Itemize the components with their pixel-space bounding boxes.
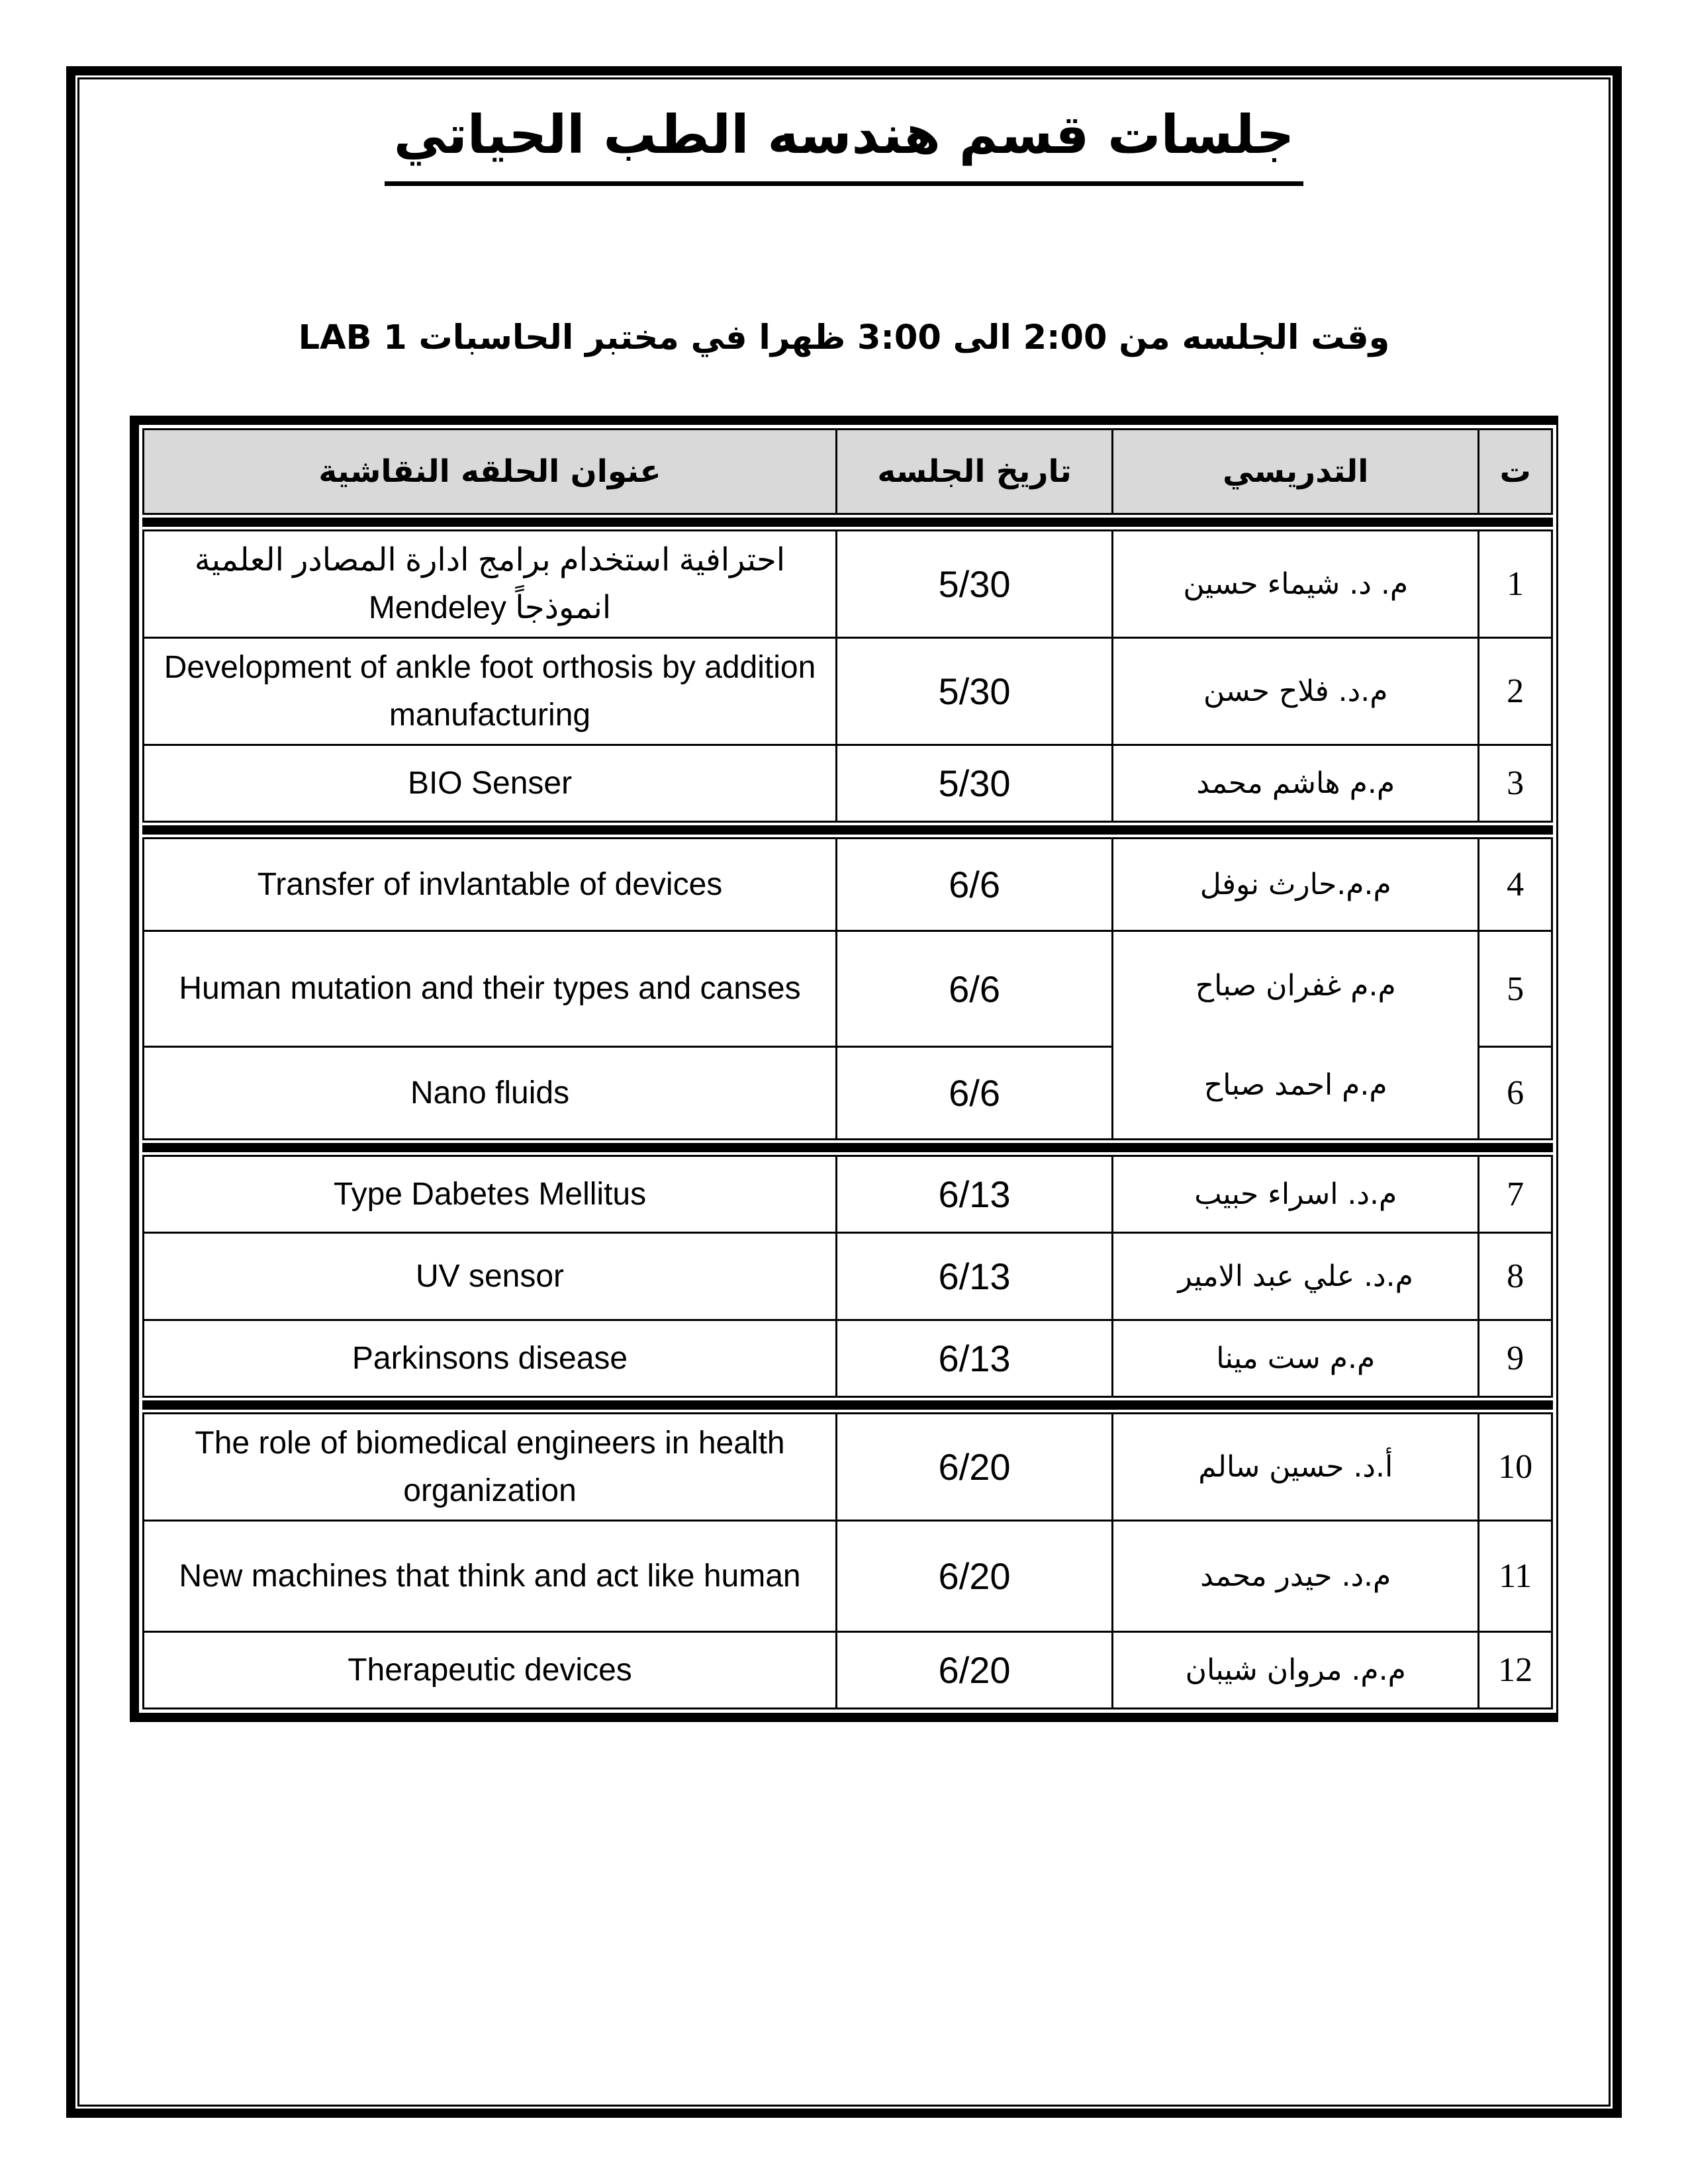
row-number-cell: 5 (1479, 931, 1552, 1047)
title-area (79, 102, 1609, 186)
topic-cell: UV sensor (144, 1233, 837, 1320)
table-group-1 (142, 529, 1553, 823)
group-separator (142, 1143, 1553, 1152)
row-number-cell: 11 (1479, 1521, 1552, 1632)
table-row (144, 1414, 1552, 1521)
row-number-cell: 12 (1479, 1632, 1552, 1709)
group-separator (142, 1400, 1553, 1410)
topic-cell: Therapeutic devices (144, 1632, 837, 1709)
session-time-subtitle: وقت الجلسه من 2:00 الى 3:00 ظهرا في مختبر الحاسبات LAB 1 (298, 318, 1390, 357)
sessions-table (130, 416, 1558, 1722)
page-title: جلسات قسم هندسه الطب الحياتي (385, 102, 1303, 186)
header-cell-teacher: التدريسي (1113, 430, 1479, 514)
date-cell: 5/30 (837, 531, 1113, 638)
table-row (144, 1320, 1552, 1397)
table-row (144, 745, 1552, 822)
table-row (144, 1233, 1552, 1320)
topic-cell: احترافية استخدام برامج ادارة المصادر العلمية انموذجاً Mendeley (144, 531, 837, 638)
teacher-cell: م.م هاشم محمد (1113, 745, 1479, 822)
table-row (144, 1156, 1552, 1233)
teacher-name: م.م غفران صباح (1195, 968, 1396, 1003)
teacher-cell: م.م. مروان شيبان (1113, 1632, 1479, 1709)
table-row (144, 638, 1552, 745)
date-cell: 6/20 (837, 1521, 1113, 1632)
row-number-cell: 10 (1479, 1414, 1552, 1521)
teacher-cell-merged (1113, 931, 1479, 1140)
table-row (144, 931, 1552, 1047)
topic-cell: The role of biomedical engineers in health organization (144, 1414, 837, 1521)
topic-cell: Type Dabetes Mellitus (144, 1156, 837, 1233)
table-header-section (142, 428, 1553, 515)
topic-cell: Transfer of invlantable of devices (144, 839, 837, 931)
row-number-cell: 4 (1479, 839, 1552, 931)
table-row (144, 1632, 1552, 1709)
page-border (66, 66, 1622, 2118)
topic-cell: Human mutation and their types and canses (144, 931, 837, 1047)
header-row (144, 430, 1552, 514)
teacher-name: م.م احمد صباح (1203, 1068, 1387, 1102)
teacher-cell: م.م.حارث نوفل (1113, 839, 1479, 931)
table-group-4 (142, 1412, 1553, 1709)
row-number-cell: 7 (1479, 1156, 1552, 1233)
teacher-cell: أ.د. حسين سالم (1113, 1414, 1479, 1521)
header-cell-no: ت (1479, 430, 1552, 514)
teacher-cell: م.د. علي عبد الامير (1113, 1233, 1479, 1320)
table-row (144, 839, 1552, 931)
teacher-cell: م. د. شيماء حسين (1113, 531, 1479, 638)
table-row (144, 531, 1552, 638)
date-cell: 6/13 (837, 1156, 1113, 1233)
group-separator (142, 518, 1553, 527)
teacher-cell: م.م ست مينا (1113, 1320, 1479, 1397)
row-number-cell: 2 (1479, 638, 1552, 745)
row-number-cell: 8 (1479, 1233, 1552, 1320)
row-number-cell: 9 (1479, 1320, 1552, 1397)
date-cell: 6/13 (837, 1233, 1113, 1320)
date-cell: 6/6 (837, 931, 1113, 1047)
row-number-cell: 3 (1479, 745, 1552, 822)
topic-cell: Development of ankle foot orthosis by addition manufacturing (144, 638, 837, 745)
page-border-inner-line (77, 77, 1611, 2107)
group-separator (142, 825, 1553, 835)
topic-cell: Nano fluids (144, 1047, 837, 1140)
teacher-cell: م.د. حيدر محمد (1113, 1521, 1479, 1632)
topic-cell: Parkinsons disease (144, 1320, 837, 1397)
date-cell: 5/30 (837, 745, 1113, 822)
teacher-cell: م.د. فلاح حسن (1113, 638, 1479, 745)
date-cell: 6/20 (837, 1632, 1113, 1709)
date-cell: 6/20 (837, 1414, 1113, 1521)
date-cell: 6/6 (837, 839, 1113, 931)
topic-cell: BIO Senser (144, 745, 837, 822)
topic-cell: New machines that think and act like human (144, 1521, 837, 1632)
date-cell: 6/6 (837, 1047, 1113, 1140)
table-row (144, 1521, 1552, 1632)
table-group-2 (142, 837, 1553, 1140)
table-group-3 (142, 1155, 1553, 1398)
row-number-cell: 1 (1479, 531, 1552, 638)
row-number-cell: 6 (1479, 1047, 1552, 1140)
header-cell-date: تاريخ الجلسه (837, 430, 1113, 514)
teacher-cell: م.د. اسراء حبيب (1113, 1156, 1479, 1233)
header-cell-title: عنوان الحلقه النقاشية (144, 430, 837, 514)
date-cell: 6/13 (837, 1320, 1113, 1397)
date-cell: 5/30 (837, 638, 1113, 745)
